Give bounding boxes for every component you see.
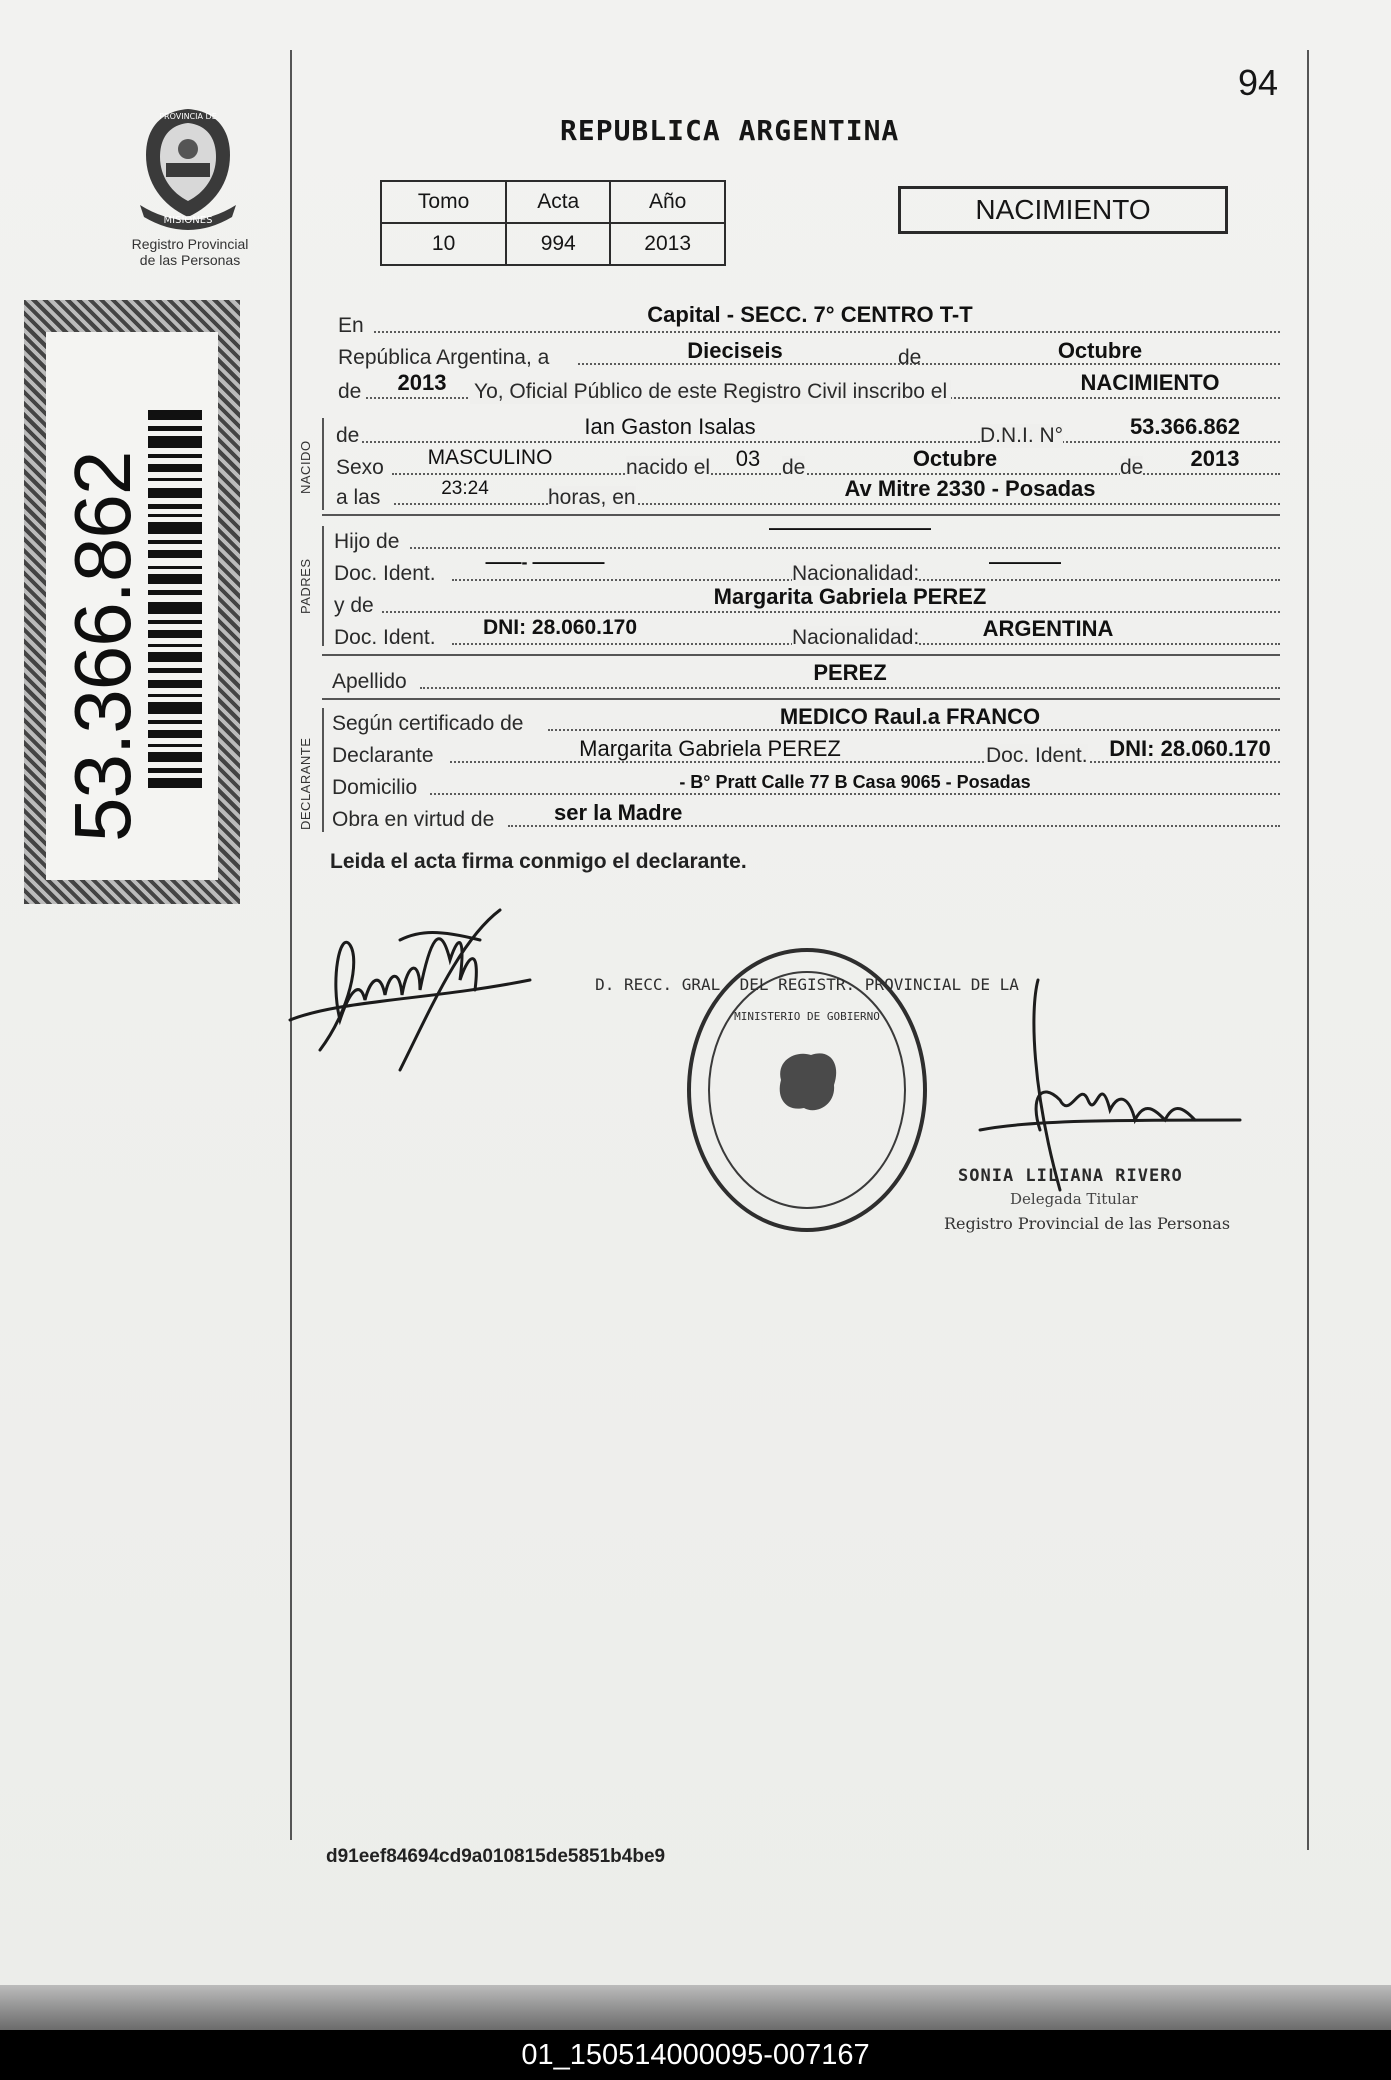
dotted-line [382, 610, 1280, 613]
mother-nationality-value: ARGENTINA [982, 616, 1114, 641]
child-dni-value: 53.366.862 [1129, 414, 1241, 439]
label-de-month: de [782, 456, 806, 479]
label-nacido-el: nacido el [626, 456, 711, 479]
label-obra-en-virtud: Obra en virtud de [332, 808, 495, 831]
label-nacionalidad-father: Nacionalidad: [792, 562, 920, 585]
record-type-box: NACIMIENTO [898, 186, 1228, 234]
certificate-value: MEDICO Raul.a FRANCO [779, 704, 1041, 729]
label-segun-certificado: Según certificado de [332, 712, 524, 735]
declarant-doc-value: DNI: 28.060.170 [1109, 736, 1271, 761]
place-value: Capital - SECC. 7° CENTRO T-T [647, 302, 973, 327]
table-cell: 994 [506, 223, 610, 265]
section-label-padres: PADRES [298, 558, 313, 614]
label-de: de [898, 346, 922, 369]
registry-caption: Registro Provincial de las Personas [131, 236, 249, 268]
address-value: - B° Pratt Calle 77 B Casa 9065 - Posadas [679, 772, 1031, 792]
label-de-year2: de [1120, 456, 1144, 479]
apellido-value: PEREZ [813, 660, 887, 685]
label-doc-ident-father: Doc. Ident. [334, 562, 436, 585]
section-divider [322, 514, 1280, 516]
section-divider [322, 654, 1280, 656]
label-en: En [338, 314, 364, 337]
section-bracket [322, 418, 324, 510]
mother-doc-value: DNI: 28.060.170 [482, 616, 638, 639]
table-cell: 10 [381, 223, 506, 265]
label-dni: D.N.I. N° [980, 424, 1064, 447]
dotted-line [362, 440, 1280, 443]
section-bracket [322, 526, 324, 646]
birth-year-value: 2013 [1190, 446, 1240, 471]
dni-stamp-number: 53.366.862 [58, 451, 147, 842]
month-value: Octubre [1057, 338, 1143, 363]
father-name-value: ————————— [769, 518, 931, 538]
dotted-line [410, 546, 1280, 549]
obra-value: ser la Madre [554, 800, 683, 825]
birth-month-value: Octubre [912, 446, 998, 471]
label-yo-oficial: Yo, Oficial Público de este Registro Civil inscribo el [470, 380, 951, 404]
official-office: Registro Provincial de las Personas [944, 1214, 1231, 1233]
dotted-line [394, 502, 1280, 505]
official-title: Delegada Titular [1010, 1190, 1138, 1208]
dotted-line [374, 330, 1280, 333]
label-sexo: Sexo [336, 456, 384, 479]
official-name: SONIA LILIANA RIVERO [958, 1166, 1183, 1186]
child-name-value: Ian Gaston Isalas [584, 414, 756, 439]
table-cell: 2013 [610, 223, 725, 265]
official-signature-graphic [970, 970, 1250, 1190]
day-value: Dieciseis [687, 338, 783, 363]
birth-day-value: 03 [735, 446, 761, 471]
section-bracket [322, 708, 324, 832]
father-nationality-value: ———— [989, 552, 1061, 572]
document-hash: d91eef84694cd9a010815de5851b4be9 [326, 1846, 666, 1867]
table-header: Tomo [381, 181, 506, 223]
label-doc-ident-mother: Doc. Ident. [334, 626, 436, 649]
svg-text:D. RECC. GRAL. DEL REGISTR. PR: D. RECC. GRAL. DEL REGISTR. PROVINCIAL DE LA [595, 975, 1019, 994]
closing-statement: Leida el acta firma conmigo el declarante. [330, 850, 747, 873]
footer-id: 01_150514000095-007167 [0, 2030, 1391, 2080]
birth-place-value: Av Mitre 2330 - Posadas [844, 476, 1096, 501]
label-republica: República Argentina, a [338, 346, 550, 369]
sexo-value: MASCULINO [427, 446, 553, 469]
official-seal-graphic [595, 930, 1019, 1240]
label-doc-ident-declarant: Doc. Ident. [986, 744, 1088, 767]
label-y-de: y de [334, 594, 374, 617]
mother-name-value: Margarita Gabriela PEREZ [713, 584, 987, 609]
label-de-name: de [336, 424, 360, 447]
right-margin-line [1307, 50, 1309, 1850]
table-header: Año [610, 181, 725, 223]
label-horas-en: horas, en [548, 486, 636, 509]
misiones-coat-of-arms-icon [132, 105, 244, 230]
declarant-signature-graphic [280, 900, 540, 1080]
svg-text:PROVINCIA DE: PROVINCIA DE [159, 112, 217, 121]
section-divider [322, 698, 1280, 700]
svg-text:MISIONES: MISIONES [163, 215, 213, 226]
label-a-las: a las [336, 486, 381, 509]
label-de-year: de [338, 380, 362, 403]
birth-time-value: 23:24 [441, 478, 489, 499]
svg-text:MINISTERIO DE GOBIERNO: MINISTERIO DE GOBIERNO [734, 1010, 880, 1023]
label-apellido: Apellido [332, 670, 407, 693]
declarant-name-value: Margarita Gabriela PEREZ [579, 736, 841, 761]
father-doc-value: ——- ———— [485, 552, 605, 572]
label-nacionalidad-mother: Nacionalidad: [792, 626, 920, 649]
scan-bottom-edge [0, 1985, 1391, 2030]
label-hijo-de: Hijo de [334, 530, 400, 553]
label-declarante: Declarante [332, 744, 434, 767]
section-label-nacido: NACIDO [298, 440, 313, 494]
page-number: 94 [1238, 62, 1279, 103]
barcode-graphic [148, 410, 202, 790]
section-label-declarante: DECLARANTE [298, 737, 313, 830]
year-value: 2013 [397, 370, 447, 395]
record-table [380, 180, 726, 266]
table-header: Acta [506, 181, 610, 223]
inscribo-value: NACIMIENTO [1080, 370, 1220, 395]
dotted-line [392, 472, 1280, 475]
label-domicilio: Domicilio [332, 776, 418, 799]
dotted-line [420, 686, 1280, 689]
country-title: REPUBLICA ARGENTINA [560, 114, 900, 147]
